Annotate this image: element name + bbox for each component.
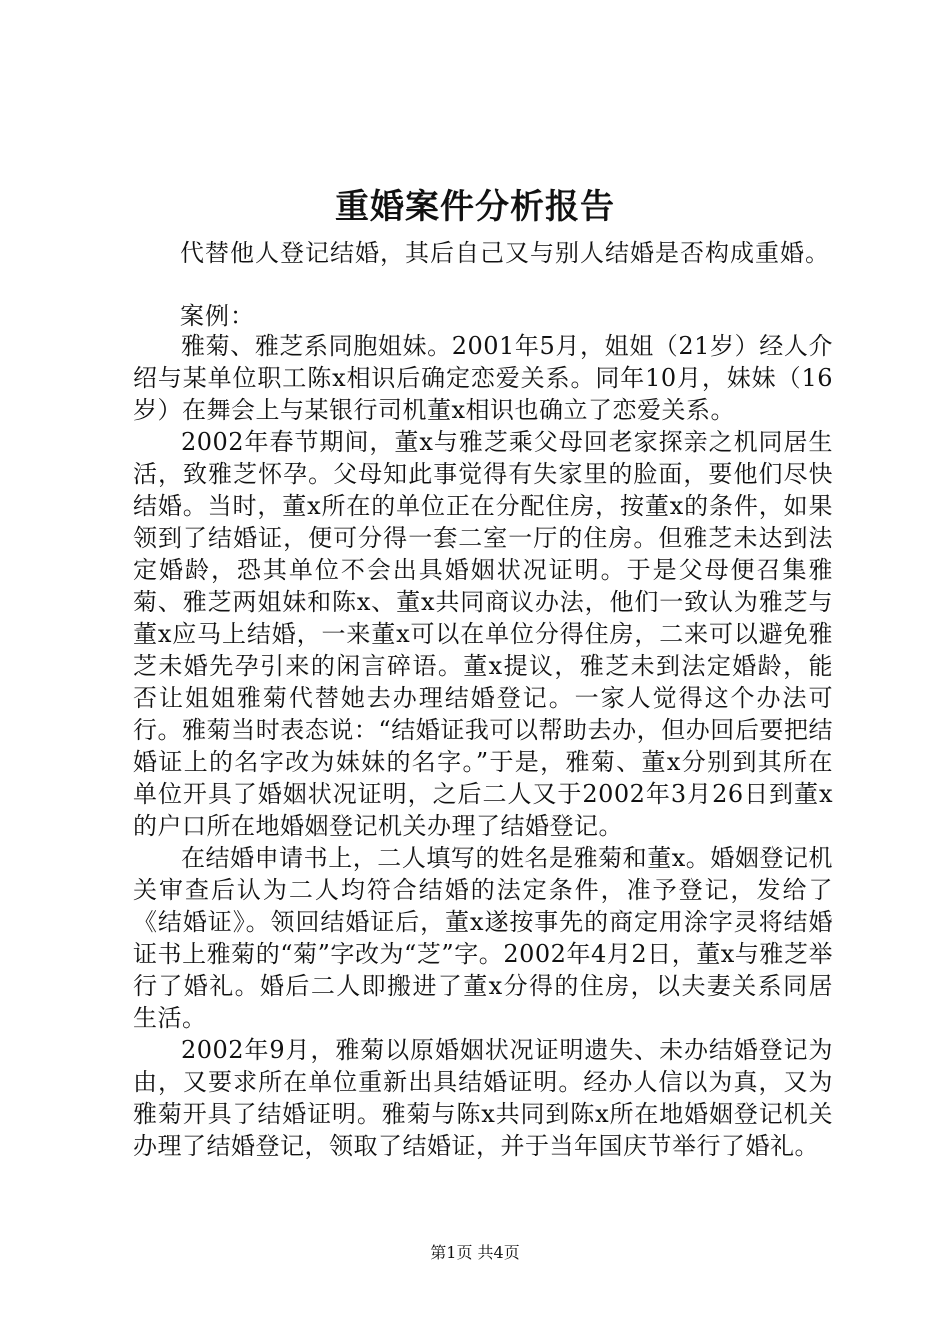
page-footer: 第1页 共4页 xyxy=(430,1243,520,1262)
document-body xyxy=(133,330,833,1162)
document-title: 重婚案件分析报告 xyxy=(335,187,615,227)
case-label: 案例： xyxy=(180,302,255,330)
document-lead: 代替他人登记结婚，其后自己又与别人结婚是否构成重婚。 xyxy=(180,239,830,267)
paragraph-3: 在结婚申请书上，二人填写的姓名是雅菊和董x。婚姻登记机关审查后认为二人均符合结婚的法定条件，准予登记，发给了《结婚证》。领回结婚证后，董x遂按事先的商定用涂字灵将结婚证书上雅菊的“菊”字改为“芝”字。2002年4月2日，董x与雅芝举行了婚礼。婚后二人即搬进了董x分得的住房，以夫妻关系同居生活。 xyxy=(133,844,833,1032)
paragraph-1: 雅菊、雅芝系同胞姐妹。2001年5月，姐姐（21岁）经人介绍与某单位职工陈x相识后确定恋爱关系。同年10月，妹妹（16岁）在舞会上与某银行司机董x相识也确立了恋爱关系。 xyxy=(133,332,833,424)
paragraph-4: 2002年9月，雅菊以原婚姻状况证明遗失、未办结婚登记为由，又要求所在单位重新出具结婚证明。经办人信以为真，又为雅菊开具了结婚证明。雅菊与陈x共同到陈x所在地婚姻登记机关办理了结婚登记，领取了结婚证，并于当年国庆节举行了婚礼。 xyxy=(133,1036,833,1160)
paragraph-2: 2002年春节期间，董x与雅芝乘父母回老家探亲之机同居生活，致雅芝怀孕。父母知此事觉得有失家里的脸面，要他们尽快结婚。当时，董x所在的单位正在分配住房，按董x的条件，如果领到了结婚证，便可分得一套二室一厅的住房。但雅芝未达到法定婚龄，恐其单位不会出具婚姻状况证明。于是父母便召集雅菊、雅芝两姐妹和陈x、董x共同商议办法，他们一致认为雅芝与董x应马上结婚，一来董x可以在单位分得住房，二来可以避免雅芝未婚先孕引来的闲言碎语。董x提议，雅芝未到法定婚龄，能否让姐姐雅菊代替她去办理结婚登记。一家人觉得这个办法可行。雅菊当时表态说：“结婚证我可以帮助去办，但办回后要把结婚证上的名字改为妹妹的名字。”于是，雅菊、董x分别到其所在单位开具了婚姻状况证明，之后二人又于2002年3月26日到董x的户口所在地婚姻登记机关办理了结婚登记。 xyxy=(133,428,833,840)
